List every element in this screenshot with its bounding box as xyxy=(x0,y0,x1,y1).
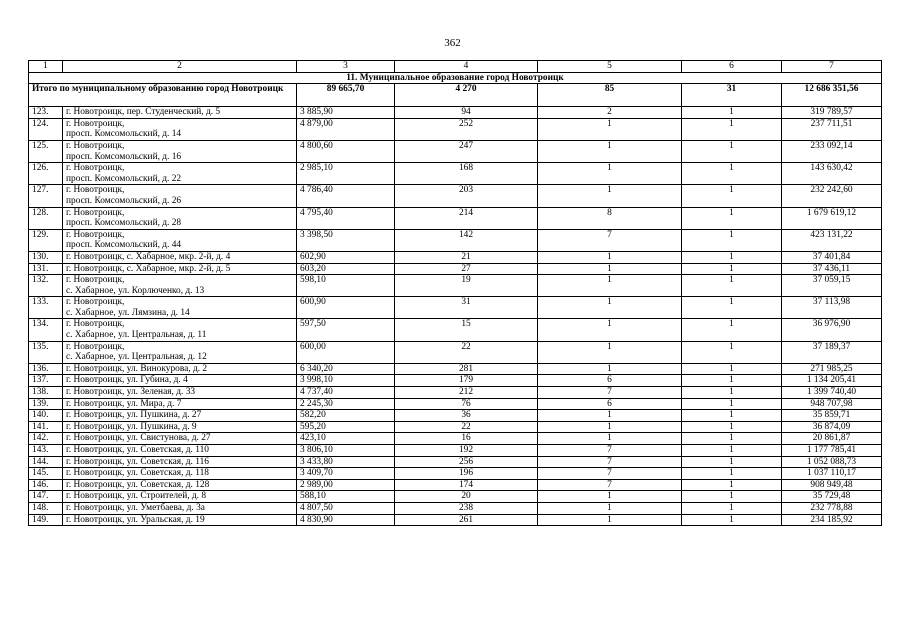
row-cost: 233 092,14 xyxy=(782,140,882,162)
row-col4: 31 xyxy=(395,297,538,319)
row-area: 423,10 xyxy=(297,433,395,445)
total-cost: 12 686 351,56 xyxy=(782,84,882,107)
row-cost: 143 630,42 xyxy=(782,163,882,185)
row-number: 137. xyxy=(29,375,63,387)
row-col6: 1 xyxy=(682,107,782,119)
row-area: 588,10 xyxy=(297,491,395,503)
row-col4: 252 xyxy=(395,118,538,140)
row-number: 131. xyxy=(29,263,63,275)
row-cost: 319 789,57 xyxy=(782,107,882,119)
row-col6: 1 xyxy=(682,456,782,468)
address-line-2: просп. Комсомольский, д. 26 xyxy=(66,195,182,206)
row-col6: 1 xyxy=(682,398,782,410)
row-number: 146. xyxy=(29,479,63,491)
row-col6: 1 xyxy=(682,229,782,251)
row-col5: 8 xyxy=(538,207,682,229)
row-col4: 21 xyxy=(395,251,538,263)
row-col5: 7 xyxy=(538,468,682,480)
row-number: 127. xyxy=(29,185,63,207)
row-col4: 36 xyxy=(395,410,538,422)
address-line-1: г. Новотроицк, ул. Уметбаева, д. 3а xyxy=(66,502,205,513)
row-address xyxy=(63,251,297,263)
table-row xyxy=(29,319,882,341)
row-address xyxy=(63,319,297,341)
row-cost: 1 399 740,40 xyxy=(782,387,882,399)
row-cost: 1 134 205,41 xyxy=(782,375,882,387)
row-col4: 16 xyxy=(395,433,538,445)
row-area: 582,20 xyxy=(297,410,395,422)
row-col5: 7 xyxy=(538,445,682,457)
row-number: 135. xyxy=(29,341,63,363)
row-col6: 1 xyxy=(682,514,782,526)
row-col6: 1 xyxy=(682,479,782,491)
row-col6: 1 xyxy=(682,319,782,341)
address-line-1: г. Новотроицк, xyxy=(66,297,125,308)
address-line-2: просп. Комсомольский, д. 44 xyxy=(66,240,182,251)
row-col6: 1 xyxy=(682,251,782,263)
address-line-2: с. Хабарное, ул. Центральная, д. 11 xyxy=(66,330,207,341)
row-number: 142. xyxy=(29,433,63,445)
row-col6: 1 xyxy=(682,185,782,207)
table-row xyxy=(29,251,882,263)
row-col6: 1 xyxy=(682,275,782,297)
row-col6: 1 xyxy=(682,207,782,229)
row-address xyxy=(63,421,297,433)
row-address xyxy=(63,410,297,422)
table-row xyxy=(29,491,882,503)
row-col6: 1 xyxy=(682,491,782,503)
address-line-1: г. Новотроицк, xyxy=(66,319,125,330)
row-col6: 1 xyxy=(682,118,782,140)
row-area: 4 879,00 xyxy=(297,118,395,140)
table-row xyxy=(29,107,882,119)
address-line-1: г. Новотроицк, с. Хабарное, мкр. 2-й, д. 5 xyxy=(66,263,231,274)
table-row xyxy=(29,375,882,387)
column-number: 7 xyxy=(782,61,882,73)
row-col5: 1 xyxy=(538,514,682,526)
row-col5: 1 xyxy=(538,421,682,433)
row-col5: 7 xyxy=(538,387,682,399)
row-col5: 1 xyxy=(538,118,682,140)
row-number: 147. xyxy=(29,491,63,503)
total-col4: 4 270 xyxy=(395,84,538,107)
column-number: 5 xyxy=(538,61,682,73)
address-line-1: г. Новотроицк, xyxy=(66,275,125,286)
row-col6: 1 xyxy=(682,387,782,399)
table-row xyxy=(29,297,882,319)
table-row xyxy=(29,229,882,251)
row-cost: 234 185,92 xyxy=(782,514,882,526)
row-col5: 1 xyxy=(538,502,682,514)
row-col5: 7 xyxy=(538,479,682,491)
row-cost: 237 711,51 xyxy=(782,118,882,140)
row-address xyxy=(63,445,297,457)
row-col4: 15 xyxy=(395,319,538,341)
row-col6: 1 xyxy=(682,445,782,457)
row-number: 124. xyxy=(29,118,63,140)
row-col4: 238 xyxy=(395,502,538,514)
total-col5: 85 xyxy=(538,84,682,107)
address-line-1: г. Новотроицк, xyxy=(66,185,125,196)
row-col5: 7 xyxy=(538,229,682,251)
row-col5: 6 xyxy=(538,398,682,410)
section-title: 11. Муниципальное образование город Новотроицк xyxy=(29,72,882,84)
row-col5: 7 xyxy=(538,456,682,468)
row-cost: 232 778,88 xyxy=(782,502,882,514)
address-line-2: с. Хабарное, ул. Корлюченко, д. 13 xyxy=(66,285,205,296)
column-number-row xyxy=(29,61,882,73)
row-col6: 1 xyxy=(682,363,782,375)
row-col5: 1 xyxy=(538,297,682,319)
row-area: 4 786,40 xyxy=(297,185,395,207)
row-col5: 1 xyxy=(538,163,682,185)
row-address xyxy=(63,140,297,162)
total-label: Итого по муниципальному образованию город Новотроицк xyxy=(29,84,297,107)
table-row xyxy=(29,456,882,468)
row-address xyxy=(63,275,297,297)
address-line-1: г. Новотроицк, ул. Советская, д. 118 xyxy=(66,468,209,479)
row-col4: 142 xyxy=(395,229,538,251)
row-number: 132. xyxy=(29,275,63,297)
row-number: 130. xyxy=(29,251,63,263)
row-address xyxy=(63,297,297,319)
row-cost: 423 131,22 xyxy=(782,229,882,251)
row-number: 140. xyxy=(29,410,63,422)
row-area: 4 807,50 xyxy=(297,502,395,514)
row-col5: 1 xyxy=(538,410,682,422)
address-line-2: с. Хабарное, ул. Центральная, д. 12 xyxy=(66,352,207,363)
row-col5: 1 xyxy=(538,275,682,297)
row-address xyxy=(63,479,297,491)
row-col4: 261 xyxy=(395,514,538,526)
row-col4: 212 xyxy=(395,387,538,399)
address-line-1: г. Новотроицк, ул. Мира, д. 7 xyxy=(66,398,182,409)
row-area: 3 398,50 xyxy=(297,229,395,251)
row-number: 128. xyxy=(29,207,63,229)
row-cost: 37 436,11 xyxy=(782,263,882,275)
row-number: 129. xyxy=(29,229,63,251)
row-number: 141. xyxy=(29,421,63,433)
row-address xyxy=(63,118,297,140)
row-col5: 1 xyxy=(538,251,682,263)
row-col4: 247 xyxy=(395,140,538,162)
row-area: 3 885,90 xyxy=(297,107,395,119)
row-cost: 908 949,48 xyxy=(782,479,882,491)
row-number: 143. xyxy=(29,445,63,457)
column-number: 3 xyxy=(297,61,395,73)
address-line-1: г. Новотроицк, xyxy=(66,207,125,218)
table-row xyxy=(29,207,882,229)
row-address xyxy=(63,185,297,207)
row-cost: 271 985,25 xyxy=(782,363,882,375)
table-row xyxy=(29,263,882,275)
row-cost: 1 037 110,17 xyxy=(782,468,882,480)
row-col4: 22 xyxy=(395,421,538,433)
row-col5: 6 xyxy=(538,375,682,387)
row-address xyxy=(63,387,297,399)
row-cost: 35 729,48 xyxy=(782,491,882,503)
address-line-1: г. Новотроицк, с. Хабарное, мкр. 2-й, д. 4 xyxy=(66,251,231,262)
section-title-row xyxy=(29,72,882,84)
table-row xyxy=(29,118,882,140)
row-area: 598,10 xyxy=(297,275,395,297)
row-area: 2 989,00 xyxy=(297,479,395,491)
row-col4: 174 xyxy=(395,479,538,491)
row-col6: 1 xyxy=(682,341,782,363)
address-line-1: г. Новотроицк, xyxy=(66,118,125,129)
total-col6: 31 xyxy=(682,84,782,107)
row-col4: 203 xyxy=(395,185,538,207)
row-col6: 1 xyxy=(682,468,782,480)
address-line-1: г. Новотроицк, ул. Уральская, д. 19 xyxy=(66,514,205,525)
row-col4: 27 xyxy=(395,263,538,275)
row-area: 4 800,60 xyxy=(297,140,395,162)
row-col4: 214 xyxy=(395,207,538,229)
table-row xyxy=(29,514,882,526)
row-col5: 1 xyxy=(538,185,682,207)
address-line-2: просп. Комсомольский, д. 14 xyxy=(66,129,182,140)
table-row xyxy=(29,363,882,375)
address-line-1: г. Новотроицк, ул. Свистунова, д. 27 xyxy=(66,433,211,444)
row-cost: 37 401,84 xyxy=(782,251,882,263)
row-address xyxy=(63,363,297,375)
row-col6: 1 xyxy=(682,297,782,319)
column-number: 4 xyxy=(395,61,538,73)
row-number: 133. xyxy=(29,297,63,319)
address-line-2: просп. Комсомольский, д. 28 xyxy=(66,218,182,229)
row-area: 603,20 xyxy=(297,263,395,275)
row-address xyxy=(63,491,297,503)
address-line-1: г. Новотроицк, ул. Пушкина, д. 27 xyxy=(66,410,202,421)
row-area: 3 998,10 xyxy=(297,375,395,387)
row-col4: 196 xyxy=(395,468,538,480)
row-col5: 1 xyxy=(538,491,682,503)
row-col5: 1 xyxy=(538,319,682,341)
address-line-1: г. Новотроицк, ул. Советская, д. 110 xyxy=(66,445,209,455)
housing-table xyxy=(28,60,882,526)
row-address xyxy=(63,468,297,480)
row-col6: 1 xyxy=(682,263,782,275)
row-cost: 1 679 619,12 xyxy=(782,207,882,229)
row-area: 3 806,10 xyxy=(297,445,395,457)
page-number: 362 xyxy=(444,37,461,49)
row-col5: 2 xyxy=(538,107,682,119)
row-cost: 1 177 785,41 xyxy=(782,445,882,457)
row-area: 6 340,20 xyxy=(297,363,395,375)
row-col5: 1 xyxy=(538,433,682,445)
row-area: 3 433,80 xyxy=(297,456,395,468)
row-number: 145. xyxy=(29,468,63,480)
row-number: 138. xyxy=(29,387,63,399)
row-area: 3 409,70 xyxy=(297,468,395,480)
row-address xyxy=(63,433,297,445)
address-line-1: г. Новотроицк, ул. Пушкина, д. 9 xyxy=(66,421,197,432)
table-row xyxy=(29,163,882,185)
address-line-2: просп. Комсомольский, д. 16 xyxy=(66,151,182,162)
column-number: 2 xyxy=(63,61,297,73)
table-row xyxy=(29,341,882,363)
row-cost: 36 874,09 xyxy=(782,421,882,433)
row-area: 4 795,40 xyxy=(297,207,395,229)
address-line-1: г. Новотроицк, ул. Строителей, д. 8 xyxy=(66,491,207,502)
table-row xyxy=(29,502,882,514)
table-row xyxy=(29,410,882,422)
total-area: 89 665,70 xyxy=(297,84,395,107)
address-line-1: г. Новотроицк, ул. Советская, д. 128 xyxy=(66,479,210,490)
address-line-1: г. Новотроицк, xyxy=(66,341,125,352)
row-col6: 1 xyxy=(682,433,782,445)
row-area: 2 245,30 xyxy=(297,398,395,410)
row-area: 602,90 xyxy=(297,251,395,263)
row-number: 123. xyxy=(29,107,63,119)
row-number: 148. xyxy=(29,502,63,514)
row-col4: 179 xyxy=(395,375,538,387)
row-col6: 1 xyxy=(682,140,782,162)
row-col5: 1 xyxy=(538,341,682,363)
row-cost: 1 052 088,73 xyxy=(782,456,882,468)
column-number: 1 xyxy=(29,61,63,73)
row-col4: 19 xyxy=(395,275,538,297)
row-cost: 37 113,98 xyxy=(782,297,882,319)
table-row xyxy=(29,468,882,480)
address-line-1: г. Новотроицк, xyxy=(66,140,125,151)
table-row xyxy=(29,387,882,399)
address-line-1: г. Новотроицк, ул. Губина, д. 4 xyxy=(66,375,188,386)
table-row xyxy=(29,275,882,297)
row-col6: 1 xyxy=(682,502,782,514)
row-col4: 76 xyxy=(395,398,538,410)
row-address xyxy=(63,341,297,363)
row-col4: 22 xyxy=(395,341,538,363)
row-area: 2 985,10 xyxy=(297,163,395,185)
row-area: 600,00 xyxy=(297,341,395,363)
row-col4: 256 xyxy=(395,456,538,468)
column-number: 6 xyxy=(682,61,782,73)
table-row xyxy=(29,479,882,491)
row-area: 600,90 xyxy=(297,297,395,319)
table-row xyxy=(29,445,882,457)
row-cost: 20 861,87 xyxy=(782,433,882,445)
row-col4: 281 xyxy=(395,363,538,375)
row-number: 149. xyxy=(29,514,63,526)
row-address xyxy=(63,163,297,185)
table-row xyxy=(29,421,882,433)
row-cost: 948 707,98 xyxy=(782,398,882,410)
table-row xyxy=(29,185,882,207)
row-address xyxy=(63,263,297,275)
table-row xyxy=(29,140,882,162)
row-col5: 1 xyxy=(538,363,682,375)
row-address xyxy=(63,456,297,468)
row-col4: 20 xyxy=(395,491,538,503)
row-col5: 1 xyxy=(538,263,682,275)
address-line-2: просп. Комсомольский, д. 22 xyxy=(66,173,182,184)
row-col6: 1 xyxy=(682,163,782,185)
address-line-1: г. Новотроицк, xyxy=(66,229,125,240)
table-row xyxy=(29,398,882,410)
row-number: 144. xyxy=(29,456,63,468)
table-row xyxy=(29,433,882,445)
row-cost: 35 859,71 xyxy=(782,410,882,422)
table-body xyxy=(29,61,882,526)
row-area: 4 737,40 xyxy=(297,387,395,399)
row-number: 136. xyxy=(29,363,63,375)
row-cost: 36 976,90 xyxy=(782,319,882,341)
row-area: 595,20 xyxy=(297,421,395,433)
total-row xyxy=(29,84,882,107)
row-address xyxy=(63,107,297,119)
row-cost: 37 189,37 xyxy=(782,341,882,363)
row-col4: 192 xyxy=(395,445,538,457)
row-cost: 37 059,15 xyxy=(782,275,882,297)
row-col6: 1 xyxy=(682,421,782,433)
address-line-1: г. Новотроицк, xyxy=(66,163,125,174)
address-line-1: г. Новотроицк, ул. Винокурова, д. 2 xyxy=(66,363,208,374)
row-address xyxy=(63,375,297,387)
row-address xyxy=(63,207,297,229)
row-address xyxy=(63,398,297,410)
row-col4: 168 xyxy=(395,163,538,185)
address-line-2: с. Хабарное, ул. Лямзина, д. 14 xyxy=(66,307,190,318)
row-col4: 94 xyxy=(395,107,538,119)
row-number: 134. xyxy=(29,319,63,341)
row-number: 125. xyxy=(29,140,63,162)
row-area: 4 830,90 xyxy=(297,514,395,526)
row-col6: 1 xyxy=(682,410,782,422)
row-area: 597,50 xyxy=(297,319,395,341)
row-address xyxy=(63,502,297,514)
row-col6: 1 xyxy=(682,375,782,387)
address-line-1: г. Новотроицк, ул. Зеленая, д. 33 xyxy=(66,387,196,398)
address-line-1: г. Новотроицк, ул. Советская, д. 116 xyxy=(66,456,209,467)
row-number: 126. xyxy=(29,163,63,185)
row-col5: 1 xyxy=(538,140,682,162)
row-number: 139. xyxy=(29,398,63,410)
row-cost: 232 242,60 xyxy=(782,185,882,207)
row-address xyxy=(63,514,297,526)
address-line-1: г. Новотроицк, пер. Студенческий, д. 5 xyxy=(66,107,221,118)
row-address xyxy=(63,229,297,251)
